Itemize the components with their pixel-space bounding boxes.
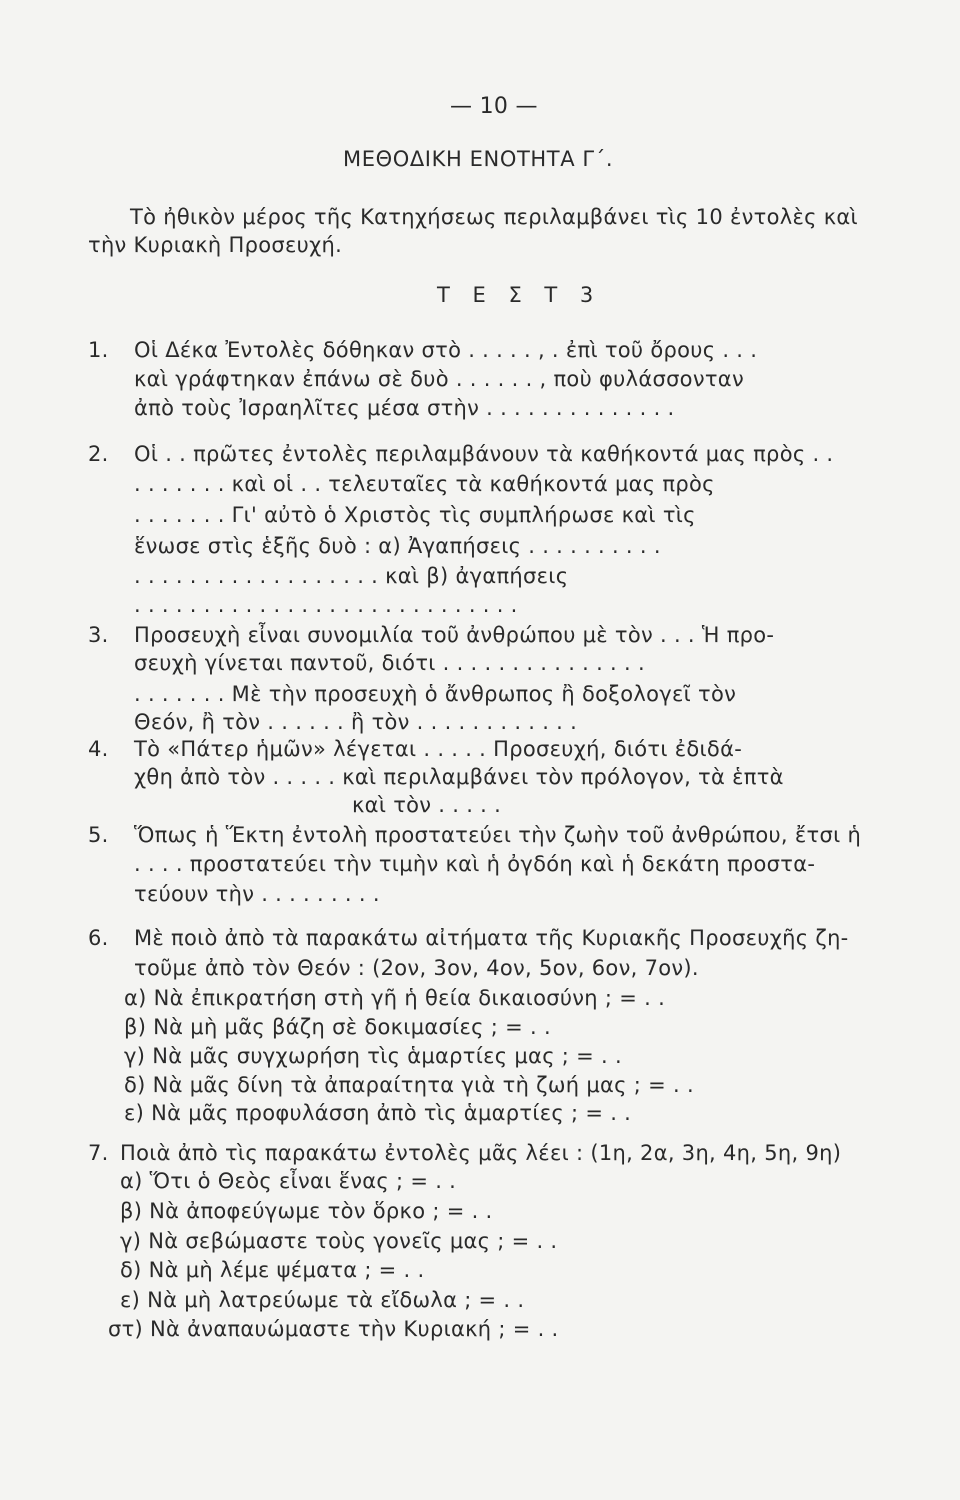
question-line: . . . . . . . . . . . . . . . . . . . . . . . . . . . .: [134, 593, 518, 617]
question-line: Τὸ «Πάτερ ἡμῶν» λέγεται . . . . . Προσευχή, διότι ἐδιδά-: [134, 737, 743, 761]
intro-line: τὴν Κυριακὴ Προσευχή.: [88, 233, 343, 257]
question-line: . . . . . . . Μὲ τὴν προσευχὴ ὁ ἄνθρωπος ἢ δοξολογεῖ τὸν: [134, 682, 737, 706]
question-line: . . . . . . . . . . . . . . . . . . καὶ β) ἀγαπήσεις: [134, 564, 569, 588]
question-line: . . . . προστατεύει τὴν τιμὴν καὶ ἡ ὀγδόη καὶ ἡ δεκάτη προστα-: [134, 852, 816, 876]
question-number: 5.: [88, 823, 109, 847]
question-line: χθη ἀπὸ τὸν . . . . . καὶ περιλαμβάνει τὸν πρόλογον, τὰ ἑπτὰ: [134, 765, 784, 789]
question-line: καὶ γράφτηκαν ἐπάνω σὲ δυὸ . . . . . . , ποὺ φυλάσσονταν: [134, 367, 744, 391]
question-line: ἕνωσε στὶς ἑξῆς δυὸ : α) Ἀγαπήσεις . . . . . . . . . .: [134, 534, 661, 558]
question-line: σευχὴ γίνεται παντοῦ, διότι . . . . . . . . . . . . . . .: [134, 651, 645, 675]
question-line: Οἱ . . πρῶτες ἐντολὲς περιλαμβάνουν τὰ καθήκοντά μας πρὸς . .: [134, 442, 834, 466]
question-line: . . . . . . . καὶ οἱ . . τελευταῖες τὰ καθήκοντά μας πρὸς: [134, 472, 715, 496]
intro-line: Τὸ ἠθικὸν μέρος τῆς Κατηχήσεως περιλαμβάνει τὶς 10 ἐντολὲς καὶ: [130, 205, 858, 229]
question-line: Προσευχὴ εἶναι συνομιλία τοῦ ἀνθρώπου μὲ τὸν . . . Ἡ προ-: [134, 623, 775, 647]
question-line: Οἱ Δέκα Ἐντολὲς δόθηκαν στὸ . . . . . , . ἐπὶ τοῦ ὄρους . . .: [134, 338, 758, 362]
question-option: α) Νὰ ἐπικρατήση στὴ γῆ ἡ θεία δικαιοσύνη ; = . .: [124, 986, 666, 1010]
question-option: β) Νὰ μὴ μᾶς βάζη σὲ δοκιμασίες ; = . .: [124, 1015, 551, 1039]
question-option: ε) Νὰ μὴ λατρεύωμε τὰ εἴδωλα ; = . .: [120, 1288, 525, 1312]
question-line: ἀπὸ τοὺς Ἰσραηλῖτες μέσα στὴν . . . . . . . . . . . . . .: [134, 396, 675, 420]
question-line: Ποιὰ ἀπὸ τὶς παρακάτω ἐντολὲς μᾶς λέει : (1η, 2α, 3η, 4η, 5η, 9η): [120, 1141, 842, 1165]
question-line: Θεόν, ἢ τὸν . . . . . . ἢ τὸν . . . . . . . . . . . .: [134, 710, 578, 734]
question-number: 4.: [88, 737, 109, 761]
question-option: β) Νὰ ἀποφεύγωμε τὸν ὅρκο ; = . .: [120, 1199, 493, 1223]
question-line: τεύουν τὴν . . . . . . . . .: [134, 882, 380, 906]
question-line: Μὲ ποιὸ ἀπὸ τὰ παρακάτω αἰτήματα τῆς Κυριακῆς Προσευχῆς ζη-: [134, 926, 849, 950]
question-option: δ) Νὰ μᾶς δίνη τὰ ἀπαραίτητα γιὰ τὴ ζωή μας ; = . .: [124, 1073, 694, 1097]
question-option: γ) Νὰ σεβώμαστε τοὺς γονεῖς μας ; = . .: [120, 1229, 558, 1253]
question-number: 3.: [88, 623, 109, 647]
test-title: Τ Ε Σ Τ 3: [437, 283, 602, 307]
question-line: καὶ τὸν . . . . .: [352, 793, 502, 817]
question-number: 7.: [88, 1141, 109, 1165]
question-option: στ) Νὰ ἀναπαυώμαστε τὴν Κυριακή ; = . .: [108, 1317, 559, 1341]
question-line: Ὅπως ἡ Ἕκτη ἐντολὴ προστατεύει τὴν ζωὴν τοῦ ἀνθρώπου, ἔτσι ἡ: [134, 823, 862, 847]
question-line: τοῦμε ἀπὸ τὸν Θεόν : (2ον, 3ον, 4ον, 5ον, 6ον, 7ον).: [134, 956, 699, 980]
question-number: 2.: [88, 442, 109, 466]
question-number: 1.: [88, 338, 109, 362]
page-number: — 10 —: [450, 94, 538, 119]
question-option: δ) Νὰ μὴ λέμε ψέματα ; = . .: [120, 1258, 425, 1282]
question-number: 6.: [88, 926, 109, 950]
question-option: ε) Νὰ μᾶς προφυλάσση ἀπὸ τὶς ἁμαρτίες ; = . .: [124, 1101, 632, 1125]
section-heading: ΜΕΘΟΔΙΚΗ ΕΝΟΤΗΤΑ Γ΄.: [343, 147, 614, 171]
question-option: α) Ὅτι ὁ Θεὸς εἶναι ἕνας ; = . .: [120, 1169, 457, 1193]
question-option: γ) Νὰ μᾶς συγχωρήση τὶς ἁμαρτίες μας ; = . .: [124, 1044, 622, 1068]
question-line: . . . . . . . Γι' αὐτὸ ὁ Χριστὸς τὶς συμπλήρωσε καὶ τὶς: [134, 503, 696, 527]
